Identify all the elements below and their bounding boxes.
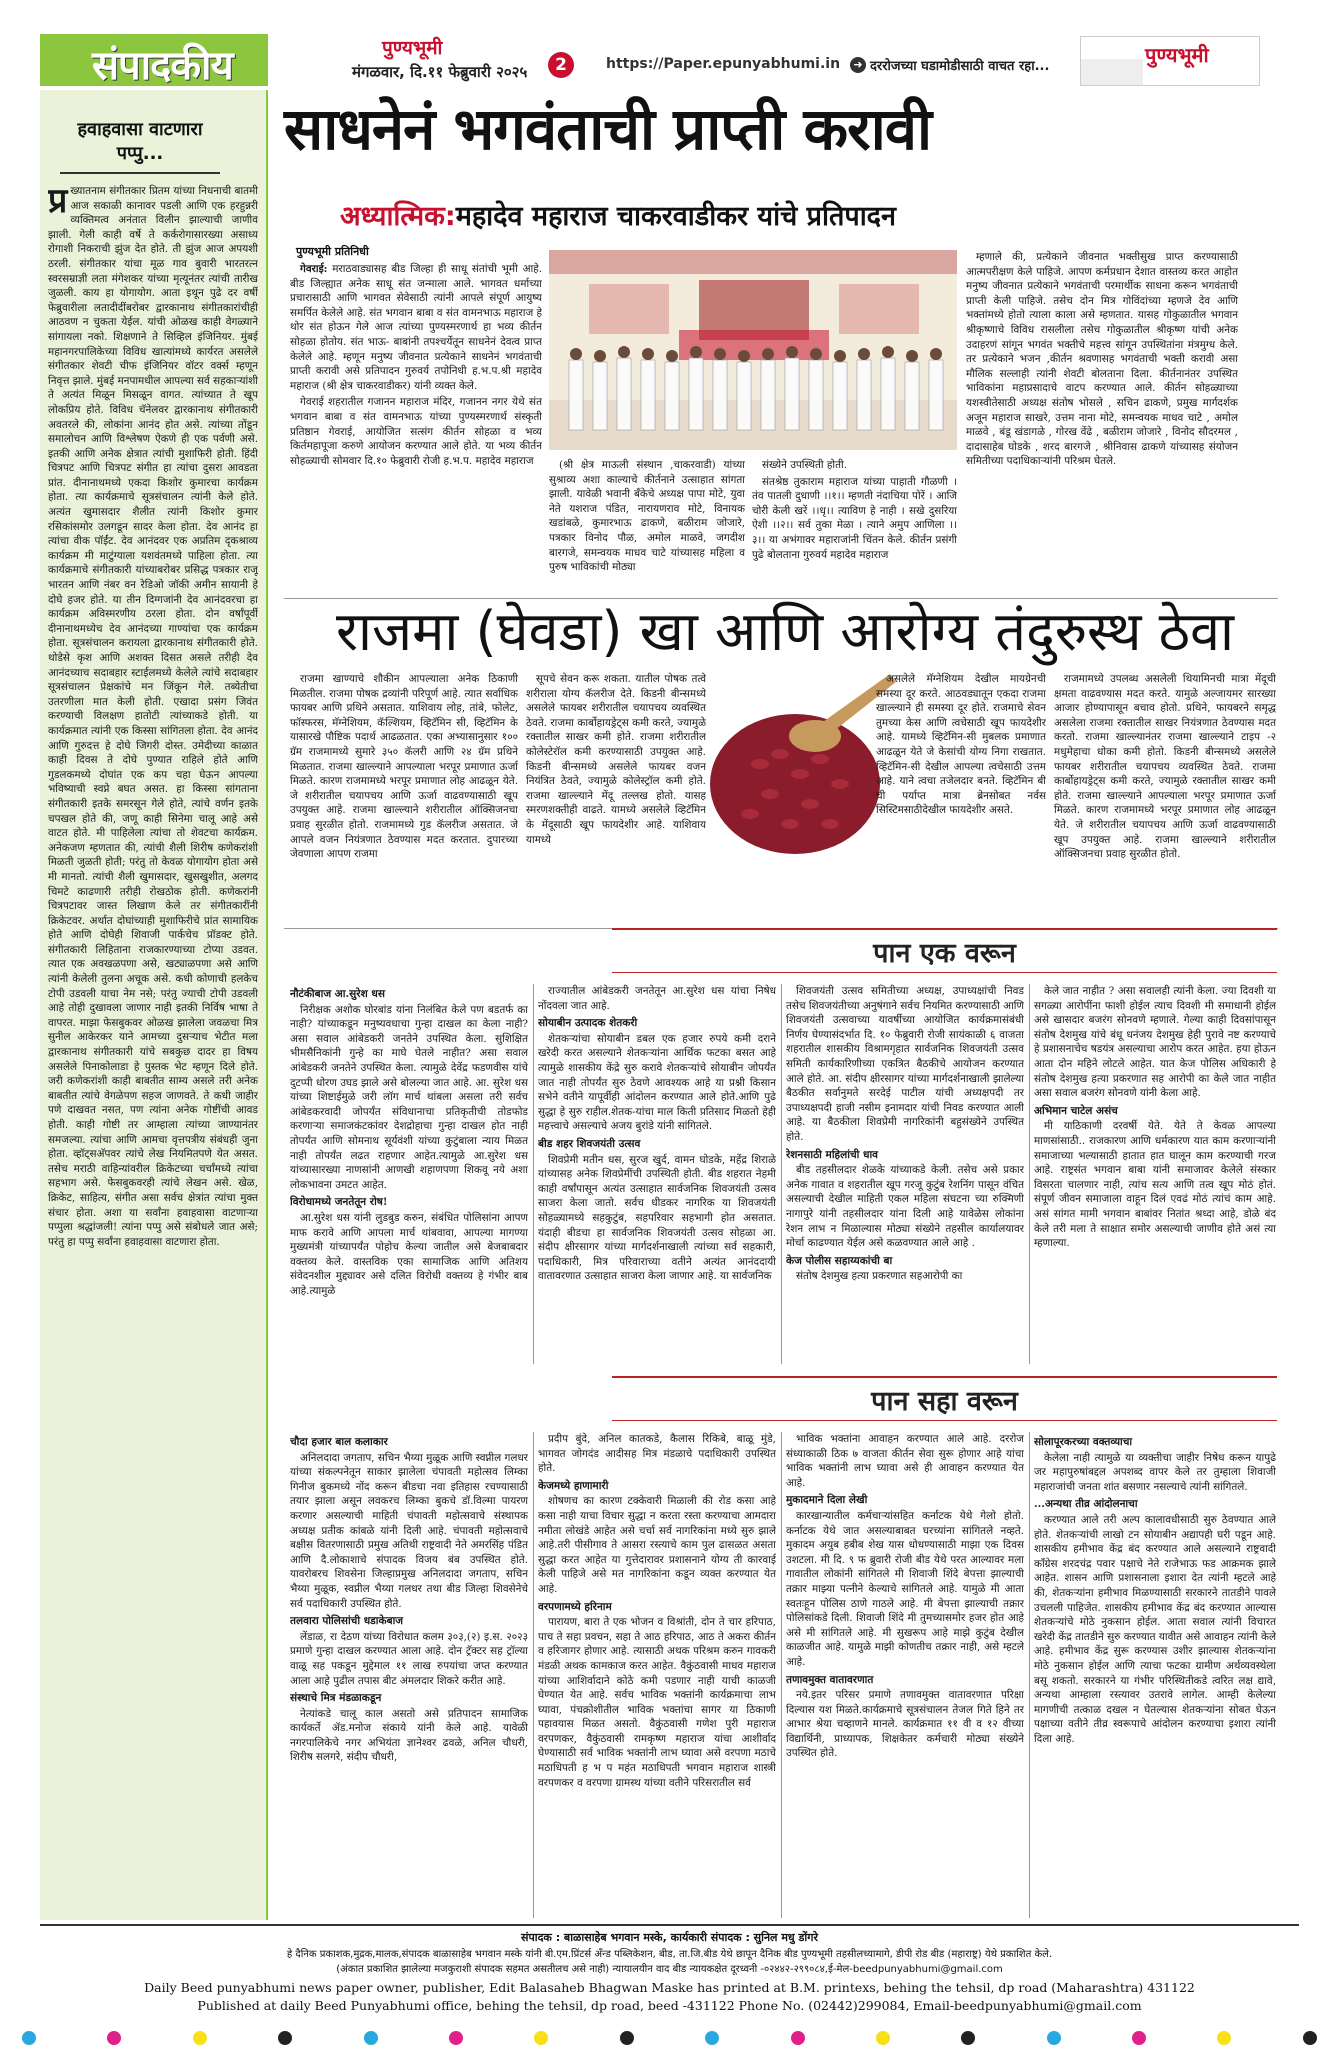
issue-date: मंगळवार, दि.११ फेब्रुवारी २०२५ xyxy=(352,63,528,81)
story1-col1 xyxy=(290,262,542,592)
pagesix-c1b-text: लेंडाळ, रा देठण यांच्या विरोधात कलम ३०३,(२) इ.स. २०२३ प्रमाणे गुन्हा दाखल करण्यात आला आहे. दोन ट्रॅक्टर सह ट्रॉल्या वाळू सह पकडून मुद्देमाल ११ लाख रुपयांचा जप्त करण्यात आला आहे पुढील तपास बीट अंमलदार शिकरे करीत आहे. xyxy=(290,1630,528,1687)
story1-caption-left xyxy=(549,458,745,593)
pageone-col4 xyxy=(1034,984,1276,1368)
story1-col-right xyxy=(966,250,1238,594)
pageone-c1-text: निरीक्षक अशोक घोरबांड यांना निलंबित केले पण बडतर्फ का नाही? यांच्याकडून मनुष्यवधाचा गुन्हा दाखल का केला नाही? असा सवाल आंबेडकरी जनतेने उपस्थित केला. सुशिक्षित भीमसैनिकांनी गुन्हे का माघे घेतले नाहीत? असा सवाल आंबेडकरी जनतेने उपस्थित केला. त्यामुळे देवेंद्र फडणवीस यांचे दुटप्पी धोरण उघड झाले असे बोलल्या जात आहे. आ. सुरेश धस यांच्या शिष्टाईमुळे जरी लॉग मार्च थांबला असला तरी सर्वच आंबेडकरवादी जोपर्यंत संविधानाचा प्रतिकृतीची तोडफोड करणाऱ्या समाजकंटकांवर देशद्रोहाचा गुन्हा दाखल होत नाही तोपर्यंत आणि सोमनाथ सूर्यवंशी यांच्या कुटुंबाला न्याय मिळत नाही तोपर्यंत लढत राहणार आहेत.त्यामुळे आ.सुरेश धस यांच्यासारख्या नाणसांनी आणखी शहाणपणा शिकवू नये अशा लोकभावना उमटत आहेत. xyxy=(290,1003,528,1191)
pageone-c3b-text: बीड तहसीलदार शेळके यांच्याकडे केली. तसेच असे प्रकार अनेक गावात व शहरातील खूप गरजू कुटुंब रेशनिंग पासून वंचित असल्याची देखील माहिती एकल महिला संघटना च्या रुक्मिणी नागापुरे यांनी तहसीलदार यांना दिली आहे यावेळेस लोकांना रेशन लाभ न मिळाल्यास मोठ्या संख्येने तहसील कार्यालयावर मोर्चा काढण्यात येईल असे कळवण्यात आले आहे . xyxy=(786,1164,1024,1250)
story2-col3 xyxy=(876,672,1046,922)
drop-cap: प्र xyxy=(48,184,68,221)
banner-page-six xyxy=(612,1376,1277,1421)
pagesix-c1-head3: संस्थाचे मित्र मंडळाकडून xyxy=(290,1692,382,1705)
pageone-c4b-text: मी याठिकाणी दरवर्षी येते. येते ते केवळ आपल्या माणसांसाठी.. राजकारण आणि धर्मकारण यात काम करणाऱ्यांनी समाजाच्या भल्यासाठी हातात हात घालून काम करण्याची गरज आहे. राष्ट्रसंत भगवान बाबा यांनी समाजावर केलेले संस्कार विसरता चालणार नाही, त्यांच सत्य आणि तत्व खूप मोठं होतं. संपूर्ण जीवन समाजाला वाहून दिलं एवढं मोठं त्यांचं काम आहे. असं सांगत मामी भगवान बाबांवर नितांत श्रध्दा आहे, डोळे बंद केले तरी मला ते साक्षात समोर असल्याची जाणीव होते असं त्या म्हणाल्या. xyxy=(1034,1120,1276,1250)
reg-mark-yellow-2 xyxy=(534,2031,548,2045)
pagesix-divider-1 xyxy=(533,1432,534,1918)
pageone-c2-text: राज्यातील आंबेडकरी जनतेतून आ.सुरेश धस यांचा निषेध नोंदवला जात आहे. xyxy=(538,985,776,1012)
kirtan-photo-illustration xyxy=(549,250,957,450)
footer-editor-line: संपादक : बाळासाहेब भगवान मस्के, कार्यकारी संपादक : सुनिल मधु डोंगरे xyxy=(521,1931,818,1944)
pageone-c3-text: शिवजयंती उत्सव समितीच्या अध्यक्ष, उपाध्यक्षांची निवड तसेच शिवजयंतीच्या अनुषंगाने सर्वच नियमित करण्यासाठी आणि शिवजयंती उत्सवाच्या यावर्षीच्या आयोजित कार्यक्रमासंबंधी निर्णय घेण्यासंदर्भात दि. १० फेब्रुवारी रोजी सायंकाळी ६ वाजता शहरातील शासकीय विश्रामगृहात सार्वजनिक शिवजयंती उत्सव समिती कार्यकारिणीच्या एकत्रित बैठकीचे आयोजन करण्यात आले होते. आ. संदीप क्षीरसागर यांच्या मार्गदर्शनाखाली झालेल्या बैठकीत सर्वानुमते सरदेई पाटील यांची अध्यक्षपदी तर उपाध्यक्षपदी हाजी नसीम इनामदार यांची निवड करण्यात आली आहे. या बैठकीला शिवप्रेमी नागरिकांनी बहुसंख्येने उपस्थित होते. xyxy=(786,985,1024,1143)
sidebar-body: ख्यातनाम संगीतकार प्रितम यांच्या निधनाची बातमी आज सकाळी कानावर पडली आणि एक हरहुन्नरी व्यक्तिमत्व अनंतात विलीन झाल्याची जाणीव झाली. गेली काही वर्षे ते कर्करोगासारख्या असाध्य रोगाशी निकराची झुंज देत होते. ती झुंज आज अपयशी ठरली. संगीतकार यांचा मूळ गाव बुवारी भारतरत्न स्वरसम्राज्ञी लता मंगेशकर यांच्या मृत्यूनंतर त्यांची तारीख जुळली. काय हा योगायोग. आता इथून पुढे दर वर्षी फेब्रुवारीला लतादीदींबरोबर द्वारकानाथ संगीतकारांचीही आठवण न चुकता येईल. यांची ओळख काही वेगळ्याने सांगायला नको. शिक्षणाने ते सिव्हिल इंजिनियर. मुंबई महानगरपालिकेच्या विविध खात्यांमध्ये कार्यरत असलेले संगीतकार शेवटी चीफ इंजिनियर वॉटर वर्क्स म्हणून निवृत्त झाले. मुंबई मनपामधील आपल्या सर्व सहकार्‍यांशी ते अत्यंत मिळून मिसळून वागत. त्यांच्यात ते खूप लोकप्रिय होते. विविध चॅनेलवर द्वारकानाथ संगीतकारी अवतरले की, लोकांना आनंद होत असे. त्यांच्या तोंडून समालोचन आणि विश्लेषण ऐकणे ही एक पर्वणी असे. इतकी आणि अनेक क्षेत्रात त्यांची मुशाफिरी होती. हिंदी चित्रपट आणि चित्रपट संगीत हा त्यांचा दुसरा आवडता प्रांत. दीनानाथमध्ये एकदा किशोर कुमारचा कार्यक्रम होता. त्या कार्यक्रमाचे सूत्रसंचालन त्यांनी केले होते. अत्यंत खुमासदार शैलीत त्यांनी किशोर कुमार रसिकांसमोर उलगडून सादर केला होता. देव आनंद हा त्यांचा वीक पॉईंट. देव आनंदवर एक अप्रतिम दृकश्राव्य कार्यक्रम मी माटुंग्याला यशवंतमध्ये पाहिला होता. त्या कार्यक्रमाचे संगीतकारी यांच्याबरोबर प्रसिद्ध पत्रकार राजू भारतन आणि नंबर वन रेडिओ जॉकी अमीन सायानी हे दोघे हजर होते. या तीन दिग्गजांनी देव आनंदवरचा हा कार्यक्रम अविस्मरणीय ठरला होता. दोन वर्षांपूर्वी दीनानाथमध्येच देव आनंदच्या गाण्यांचा एक कार्यक्रम होता. सूत्रसंचालन करायला द्वारकानाथ संगीतकारी होते. थोडेसे कृश आणि अशक्त दिसत असले तरीही देव आनंदच्याच सदाबहार स्टाईलमध्ये केलेले त्यांचे सदाबहार सूत्रसंचालन प्रेक्षकांचे मन जिंकून गेले. तब्येतीचा उतरणीला मात केली होती. एखादा प्रसंग जिवंत करण्याची विलक्षण हातोटी त्यांच्याकडे होती. या कार्यक्रमात त्यांनी एक किस्सा सांगितला होता. देव आनंद आणि गुरुदत्त हे दोघे जिगरी दोस्त. उमेदीच्या काळात काही दिवस ते दोघे पुण्यात राहिले होते आणि गुडलकमध्ये दोघांत एक कप चहा घेऊन आपल्या भविष्याची स्वप्ने बघत असत. हा किस्सा सांगताना संगीतकारी इतके समरसून गेले होते, त्यांचे वर्णन इतके चपखल होते की, जणू काही सिनेमा चालू आहे असे वाटत होते. मी पाहिलेला त्यांचा तो शेवटचा कार्यक्रम. अनेकजण म्हणतात की, त्यांची शैली शिरीष कणेकरांशी मिळती जुळती होती; परंतु तो केवळ योगायोग होता असे मी मानतो. त्यांची शैली खुमासदार, खुसखुशीत, अलगद चिमटे काढणारी तरीही रोखठोक होती. कणेकरांनी चित्रपटावर जास्त लिखाण केले तर संगीतकारींनी क्रिकेटवर. अर्थात दोघांच्याही मुशाफिरीचे प्रांत सामायिक होते आणि दोघेही शिवाजी पार्कचेच प्रॉडक्ट होते. संगीतकारी लिहिताना राजकारण्याच्या टोप्या उडवत. त्यात एक अवखळपणा असे, खट्याळपणा असे आणि त्यांनी केलेली तुलना अचूक असे. कधी कोणाची हलकेच टोपी उडवली याचा नेम नसे; परंतु ज्याची टोपी उडवली आहे तोही दुखावला जाणार नाही इतकी निर्विष भाषा ते वापरत. माझा फेसबुकवर ओळख झालेला जवळचा मित्र सुनील आकेरकर याने आमच्या दुसर्‍याच भेटीत मला द्वारकानाथ संगीतकारी यांचे सबकुछ दादर हा विषय असलेले पिनाकोलाडा हे पुस्तक भेट म्हणून दिले होते. जरी कणेकरांशी काही बाबतीत साम्य असले तरी अनेक बाबतीत त्यांचे वेगळेपण सहज जाणवते. ते कधी जाहीर पणे दाखवत नसत, पण त्यांना अनेक गोष्टींची आवड होती. काही गोष्टी तर आम्हाला त्यांच्या जाण्यानंतर समजल्या. त्यांचा आणि आमचा वृत्तपत्रीय संबंधही जुना होता. व्हॉट्सअ‍ॅपवर त्यांचे लेख नियमितपणे येत असत. तसेच मराठी वाहिन्यांवरील क्रिकेटच्या चर्चांमध्ये त्यांचा सहभाग असे. फेसबुकवरही त्यांचे लेखन असे. खेळ, क्रिकेट, साहित्य, संगीत असा सर्वच क्षेत्रांत त्यांचा मुक्त संचार होता. अशा या सर्वांना हवाहवासा वाटणाऱ्या पप्पुला श्रद्धांजली! त्यांना पप्पु असे संबोधले जात असे; परंतु हा पप्पु सर्वांना हवाहवासा वाटणारा होता. xyxy=(48,185,258,1248)
arrow-icon: ➜ xyxy=(850,57,866,73)
story2-col2 xyxy=(526,672,706,922)
pageone-c4-text: केले जात नाहीत ? असा सवालही त्यांनी केला. ज्या दिवशी या सगळ्या आरोपींना फाशी होईल त्याच दिवशी मी समाधानी होईल असे खासदार बजरंग सोनवणे म्हणाले. गेल्या काही दिवसांपासून संतोष देशमुख यांचे बंधू धनंजय देशमुख हेही पुरावे नष्ट करण्याचे हे प्रशासनाचेच षडयंत्र असल्याचा आरोप करत आहेत. हया होऊन आता दोन महिने लोटले आहेत. यात केज पोलिस अधिकारी हे संतोष देशमुख हत्या प्रकरणात सह आरोपी का केले जात नाहीत असा सवाल बजरंग सोनवणे यांनी केला आहे. xyxy=(1034,985,1276,1100)
story1-subheadline-row xyxy=(340,196,1280,236)
footer-imprint-2: (अंकात प्रकाशित झालेल्या मजकुराशी संपादक सहमत असतीलच असे नाही) न्यायालयीन वाद बीड न्यायकक्षेत दूरध्वनी -०२४४२-२९९०८४,ई-मेल-beedpunyabhumi@gmail.com xyxy=(336,1964,1003,1975)
section-title: संपादकीय xyxy=(92,43,233,89)
story2-headline: राजमा (घेवडा) खा आणि आरोग्य तंदुरुस्थ ठेवा xyxy=(335,600,1235,663)
logo-box xyxy=(1080,36,1260,86)
story1-caption-mid xyxy=(752,458,957,593)
pagesix-c4b-text: करण्यात आले तरी अल्प कालावधीसाठी सुरु ठेवण्यात आले होते. शेतकऱ्यांची लाखो टन सोयाबीन अद्यापही घरी पडून आहे. शासकीय हमीभाव केंद्र बंद करण्यात आले असल्याने राष्ट्रवादी काँग्रेस शरदचंद्र पवार पक्षाचे नेते राजेभाऊ फड आक्रमक झाले आहेत. शासन आणि प्रशासनाला इशारा देत त्यांनी म्हटले आहे की, शेतकऱ्यांना हमीभाव मिळण्यासाठी सरकारने तातडीने पावले उचलली पाहिजेत. शासकीय हमीभाव केंद्र बंद करण्यात आल्यास शेतकऱ्यांचे मोठे नुकसान होईल. आता सवाल त्यांनी विचारत खरेदी केंद्र तातडीने सुरु करण्यात यावीत असे आवाहन त्यांनी केले आहे. हमीभाव केंद्र सुरू करण्यास उशीर झाल्यास शेतकऱ्यांना मोठे नुकसान होईल आणि त्याचा फटका ग्रामीण अर्थव्यवस्थेला बसू शकतो. सरकारने या गंभीर परिस्थितीकडे त्वरित लक्ष द्यावे, अन्यथा आम्हाला रस्त्यावर उतरावे लागेल. आम्ही केलेल्या मागणीची तत्काळ दखल न घेतल्यास शेतकऱ्यांना सोबत घेऊन पक्षाच्या वतीने तीव्र स्वरूपाचे आंदोलन करण्याचा इशारा त्यांनी दिला आहे. xyxy=(1034,1513,1276,1745)
page-number: 2 xyxy=(548,52,574,78)
registration-marks xyxy=(0,2029,1339,2047)
sidebar-title: हवाहवासा वाटणारा पप्पु... xyxy=(77,119,203,164)
story2-col1-text: राजमा खाण्याचे शौकीन आपल्याला अनेक ठिकाणी मिळतील. राजमा पोषक द्रव्यांनी परिपूर्ण आहे. त्यात सर्वाधिक फायबर आणि प्रथिने असतात. याशिवाय लोह, तांबे, फोलेट, फॉस्फरस, मॅग्नेशियम, कॅल्शियम, व्हिटॅमिन सी, व्हिटॅमिन के यासारखे पौष्टिक पदार्थ आढळतात. एका अभ्यासानुसार १०० ग्रॅम राजमामध्ये सुमारे ३५० कॅलरी आणि २४ ग्रॅम प्रथिने मिळतात. राजमा खाल्ल्याने आपल्याला भरपूर प्रमाणात ऊर्जा मिळते. कारण राजमामध्ये भरपूर प्रमाणात लोह आढळून येते. जे शरीरातील चयापचय आणि ऊर्जा वाढवण्यासाठी खूप उपयुक्त आहे. राजमा खाल्ल्याने शरीरातील ऑक्सिजनचा प्रवाह सुरळीत होतो. राजमामध्ये गुड कॅलरीज असतात. जे आपले वजन नियंत्रणात ठेवण्यास मदत करतात. दुपारच्या जेवणाला आपण राजमा xyxy=(290,673,518,861)
pagesix-c3b-text: कारखान्यातील कर्मचाऱ्यांसहित कर्नाटक येथे गेलो होतो. कर्नाटक येथे जात असल्याबाबत घरच्यांना सांगितले नव्हते. मुकादम अयुब हबीब शेख यास धोधण्यासाठी माझा एक दिवस उशटला. मी दि. ९ फ ब्रुवारी रोजी बीड येथे परत आल्यावर मला गावातील लोकांनी सांगितले मी शिवाजी शिंदे बेपत्ता झाल्याची तक्रार माझ्या पत्नीने केल्याचे सांगितले आहे. यामुळे मी आता स्वतःहून पोलिस ठाणे गाठले आहे. मी बेपत्ता झाल्याची तक्रार पोलिसांकडे दिली. शिवाजी शिंदे मी तुमच्यासमोर हजर होत आहे असे मी सांगितले आहे. मी सुखरूप आहे माझे कुटुंब देखील काळजीत आहे. यामुळे माझी कोणतीच तक्रार नाही, असे म्हटले आहे. xyxy=(786,1509,1024,1668)
logo-mini-paper xyxy=(1081,59,1143,85)
pageone-c2c-text: शिवप्रेमी मतीन धस, सुरज खुर्द, वामन घोडके, महेंद्र शिराळे यांच्यासह अनेक शिवप्रेमींची उपस्थिती होती. बीड शहरात नेहमी काही वर्षांपासून अत्यंत उत्साहात सार्वजनिक शिवजयंती उत्सव साजरा केला जातो. सर्वच धीडकर नागरिक या शिवजयंती सोहळ्यामध्ये सहकुटुंब, सहपरिवार सहभागी होत असतात. यंदाही बीडचा हा सार्वजनिक शिवजयंती उत्सव सोहळा आ. संदीप क्षीरसागर यांच्या मार्गदर्शनाखाली त्यांच्या सर्व सहकारी, पदाधिकारी, मित्र परिवाराच्या वतीने अत्यंत आनंददायी वातावरणात उत्साहात साजरा केला जाणार आहे. या सार्वजनिक xyxy=(538,1153,776,1283)
pageone-c3-head: रेशनसाठी महिलांची धाव xyxy=(786,1148,879,1161)
pagesix-col2 xyxy=(538,1432,776,1920)
story2-col4-text: राजमामध्ये उपलब्ध असलेली थियामिनची मात्रा मेंदूची क्षमता वाढवण्यास मदत करते. यामुळे अल्जायमर सारख्या आजार होण्यापासून बचाव होतो. प्रथिने, फायबरने समृद्ध असलेला राजमा रक्तातील साखर नियंत्रणात ठेवण्यास मदत करतो. राजमा खाल्ल्यानंतर राजमा खाल्ल्याने टाइप -२ मधुमेहाचा धोका कमी होतो. किडनी बीन्समध्ये असलेले फायबर शरीरातील चयापचय व्यवस्थित ठेवते. राजमा कार्बोहायड्रेट्स कमी करते, ज्यामुळे रक्तातील साखर कमी होते. राजमा खाल्ल्याने आपल्याला भरपूर प्रमाणात ऊर्जा मिळते. कारण राजमामध्ये भरपूर प्रमाणात लोह आढळून येते. जे शरीरातील चयापचय आणि ऊर्जा वाढवण्यासाठी खूप उपयुक्त आहे. राजमा खाल्ल्याने शरीरातील ऑक्सिजनचा प्रवाह सुरळीत होतो. xyxy=(1054,673,1276,861)
pagesix-c3-head2: तणावमुक्त वातावरणात xyxy=(786,1673,874,1686)
pagesix-c4-text: केलेला नाही त्यामुळे या व्यक्तीचा जाहीर निषेध करून यापुढे जर महापुरुषांबद्दल अपशब्द वापर केले तर तुम्हाला शिवाजी महाराजांची जनता शांत बसणार नसल्याचे त्यांनी सांगितले. xyxy=(1034,1451,1276,1493)
reg-mark-yellow-3 xyxy=(876,2031,890,2045)
rajma-beans-illustration xyxy=(700,664,900,874)
reg-mark-black xyxy=(278,2031,292,2045)
pageone-c3-head2: केज पोलीस सहाय्यकांची बा xyxy=(786,1254,893,1267)
pageone-col1 xyxy=(290,984,528,1368)
footer-english-2: Published at daily Beed Punyabhumi office, behing the tehsil, dp road, beed -431122 Phone No. (02442)299084, Email-beedpunyabhumi@gmail.com xyxy=(197,1998,1142,2013)
pagesix-c3-text: भाविक भक्तांना आवाहन करण्यात आले आहे. दररोज संध्याकाळी ठिक ७ वाजता कीर्तन सेवा सुरू होणार आहे यांचा भाविक भक्तांनी लाभ घ्यावा असे ही आवाहन करण्यात येत आहे. xyxy=(786,1433,1024,1489)
reg-mark-black-2 xyxy=(620,2031,634,2045)
pagesix-c2-head: केजमध्ये हाणामारी xyxy=(538,1479,609,1492)
pagesix-c4-head: सोलापूरकरच्या वक्तव्याचा xyxy=(1034,1436,1133,1448)
pagesix-c1c-text: नेत्यांकडे चालू काल असतो असे प्रतिपादन सामाजिक कार्यकर्ते ॲड.मनोज संकाये यांनी केले आहे. यावेळी नगरपालिकेचे नगर अभियंता ज्ञानेश्वर ढवळे, अनिल चौधरी, शिरीष सलगरे, संदीप चौधरी, xyxy=(290,1707,528,1764)
pagesix-c1-text: अनिलदादा जगताप, सचिन भैय्या मुळूक आणि स्वप्नील गलधर यांच्या संकल्पनेतून साकार झालेला चंपावती महोत्सव लिम्का गिनीज बुकमध्ये नोंद करून बीडचा नवा इतिहास रचण्यासाठी तयार झाला असून लवकरच लिम्का बुकचे डॉ.विल्मा पायरण करणार असल्याची माहिती चंपावती महोत्सवाचे संस्थापक अध्यक्ष प्रतीक कांबळे यांनी दिली आहे. चंपावती महोत्सवाचे बक्षीस वितरणासाठी प्रमुख अतिथी राष्ट्रवादी नेते अमरसिंह पंडित आणि दै.लोकाशाचे संपादक विजय बंब उपस्थित होते. यावरोबरच शिवसेना जिल्हाप्रमुख अनिलदादा जगताप, सचिन भैय्या मुळूक, स्वप्नील भैय्या गलधर तथा बीड जिल्हा शिवसेनेचे सर्व पदाधिकारी उपस्थित होते. xyxy=(290,1451,528,1610)
story1-caption-mid2-text: संतश्रेष्ठ तुकाराम महाराज यांच्या पाहाती गौळणी । तंव पातली दुधाणी ।।१।। म्हणती नंदाचिया पोरें । आजि चोरी केली खरें ।।धृ।। त्याविण हे नाही । सखे दुसरिया ऐशी ।।२।। सर्व तुका मेळा । त्याने अमुप आणिला ।।३।। या अभंगावर महाराजांनी चिंतन केले. कीर्तन प्रसंगी पुढे बोलताना गुरुवर्य महादेव महाराज xyxy=(752,475,957,561)
rajma-beans-image xyxy=(700,664,900,874)
pagesix-col3 xyxy=(786,1432,1024,1920)
pageone-c1-head2: विरोधामध्ये जनतेतून रोष! xyxy=(290,1196,388,1209)
pageone-c2-head: सोयाबीन उत्पादक शेतकरी xyxy=(538,1017,638,1030)
reg-mark-magenta-2 xyxy=(449,2031,463,2045)
sidebar-article xyxy=(48,184,258,1914)
story1-kicker: अध्यात्मिक: xyxy=(340,201,456,232)
footer-imprint-1: हे दैनिक प्रकाशक,मुद्रक,मालक,संपादक बाळासाहेब भगवान मस्के यांनी बी.एम.प्रिंटर्स अँन्ड पब्लिकेशन, बीड, ता.जि.बीड येथे छापून दैनिक बीड पुण्यभूमी तहसीलच्यामागे, डीपी रोड बीड (महाराष्ट्र) येथे प्रकाशित केले. xyxy=(286,1949,1053,1960)
pageone-c3c-text: संतोष देशमुख हत्या प्रकरणात सहआरोपी का xyxy=(796,1270,963,1283)
story1-caption-mid-text: संख्येने उपस्थिती होती. xyxy=(762,459,848,471)
pageone-c4-head: अभिमान चाटेल असंच xyxy=(1034,1104,1118,1117)
masthead xyxy=(0,30,1339,90)
site-url[interactable]: https://Paper.epunyabhumi.in xyxy=(606,56,841,72)
footer-english-1: Daily Beed punyabhumi news paper owner, publisher, Edit Balasaheb Bhagwan Maske has printed at B.M. printexs, behing the tehsil, dp road (Maharashtra) 431122 xyxy=(144,1980,1195,1995)
reg-mark-yellow xyxy=(193,2031,207,2045)
pageone-divider-3 xyxy=(1029,984,1030,1364)
pageone-col3 xyxy=(786,984,1024,1368)
pageone-col2 xyxy=(538,984,776,1368)
story2-col4 xyxy=(1054,672,1276,922)
story1-headline: साधनेनं भगवंताची प्राप्ती करावी xyxy=(284,95,931,163)
banner-page-six-label: पान सहा वरून xyxy=(853,1381,1036,1418)
kirtan-photo xyxy=(549,250,957,450)
pagesix-c3-head: मुकादमाने दिला लेखी xyxy=(786,1494,868,1507)
footer xyxy=(40,1924,1299,2026)
pagesix-c1-head: चौदा हजार बाल कलाकार xyxy=(290,1436,388,1448)
pagesix-c2-head2: वरपणामध्ये हरिनाम xyxy=(538,1600,612,1613)
pagesix-c2b-text: शोषणच का कारण टक्केवारी मिळाली की रोड कसा आहे कसा नाही याचा विचार सुद्धा न करता रस्ता करण्याचा आमदारा नमीता लोखंडे आहेत असे चर्चा सर्व नागरिकांना मध्ये सुरु झाले आहे.तरी पीसीगाव ते आसरा रस्त्याचे काम पुल ढासळत असता सुद्धा करत आहेत या गुत्तेदारावर प्रशासनाने योग्य ती कारवाई केली पाहिजे असे मत नागरिकांना कडून व्यक्त करण्यात येत आहे. xyxy=(538,1495,776,1595)
tagline: दररोजच्या घडामोडीसाठी वाचत रहा... xyxy=(870,59,1050,74)
pagesix-c2c-text: पारायण, बारा ते एक भोजन व विश्रांती, दोन ते चार हरिपाठ, पाच ते सहा प्रवचन, सहा ते आठ हरिपाठ, आठ ते अकरा कीर्तन व हरिजागर होणार आहे. त्यासाठी अथक परिश्रम करुन गावकरी मंडळी अथक कामकाज करत आहेत. वैकुंठवासी माधव महाराज यांच्या आशिर्वादाने कोठे कमी पडणार नाही याची काळजी घेण्यात येत आहे. सर्वच भाविक भक्तांनी कार्यक्रमाचा लाभ घ्यावा, पंचक्रोशीतील भाविक भक्तांचा सागर या ठिकाणी पहावयास मिळत असतो. वैकुंठवासी गणेश पुरी महाराज वरपणकर, वैकुंठवासी रामकृष्ण महाराज यांचा आशीर्वाद घेण्यासाठी सर्व भाविक भक्तांनी लाभ घ्यावा असे वरपणा मठाचे मठाधिपती ह भ प महंत मठाधिपती भगवान महाराज शास्त्री वरपणकर व वरपणा ग्रामस्थ यांच्या वतीने परिसरातील सर्व xyxy=(538,1616,776,1789)
sidebar-column xyxy=(40,90,268,1920)
story1-col1-text: मराठवाड्यासह बीड जिल्हा ही साधू संतांची भूमी आहे. बीड जिल्ह्यात अनेक साधू संत जन्माला आले. भागवत धर्माच्या प्रचारासाठी आणि भागवत सेवेसाठी त्यांनी आपले संपूर्ण आयुष्य समर्पित केलेले आहे. संत भगवान बाबा व संत वामनभाऊ महाराज हे थोर संत होऊन गेले आज त्यांच्या पुण्यस्मरणार्थ हा भव्य कीर्तन सोहळा होतोय. संत भाऊ- बाबांनी तपश्चर्येतून साधनेनं देवत्व प्राप्त केलेले आहे. म्हणून मनुष्य जीवनात प्रत्येकाने साधनेनं भगवंताची प्राप्ती करावी असे प्रतिपादन गुरुवर्य तपोनिधी ह.भ.प.श्री महादेव महाराज (श्री क्षेत्र चाकरवाडीकर) यांनी व्यक्त केले. xyxy=(290,263,542,392)
sidebar-title-rule xyxy=(60,172,220,174)
pagesix-c2-text: प्रदीप बुंदे, अनिल कातकडे, कैलास रिकिबे, बाळू मुंडे, भागवत जोगदंड आदीसह मित्र मंडळाचे पदाधिकारी उपस्थित होते. xyxy=(538,1433,776,1475)
reg-mark-black-3 xyxy=(961,2031,975,2045)
reg-mark-magenta-4 xyxy=(1132,2031,1146,2045)
story2-col3-text: असलेले मॅग्नेशियम देखील मायग्रेनची समस्या दूर करते. आठवड्यातून एकदा राजमा खाल्ल्याने ही समस्या दूर होते. राजमाचे सेवन तुमच्या केस आणि त्वचेसाठी खूप फायदेशीर आहे. यामध्ये व्हिटॅमिन-सी मुबलक प्रमाणात आढळून येते जे केसांची योग्य निगा राखतात. व्हिटॅमिन-सी देखील आपल्या त्वचेसाठी उत्तम आहे. याने त्वचा तजेलदार बनते. व्हिटॅमिन बी ची पर्याप्त मात्रा ब्रेनसोबत नर्वस सिस्टिमसाठीदेखील फायदेशीर असते. xyxy=(876,673,1046,817)
banner-page-one-label: पान एक वरून xyxy=(855,933,1034,970)
reg-mark-magenta-3 xyxy=(791,2031,805,2045)
pagesix-divider-3 xyxy=(1029,1432,1030,1918)
pageone-divider-1 xyxy=(533,984,534,1364)
reg-mark-cyan-4 xyxy=(1047,2031,1061,2045)
pageone-c1-head: नौटंकीबाज आ.सुरेश धस xyxy=(290,988,385,1000)
pagesix-col4 xyxy=(1034,1432,1276,1920)
story1-dateline: गेवराई: xyxy=(300,263,328,275)
story2-col1 xyxy=(290,672,518,972)
story1-col1b-text: गेवराई शहरातील गजानन महाराज मंदिर, गजानन नगर येथे संत भगवान बाबा व संत वामनभाऊ यांच्या पुण्यस्मरणार्थ संस्कृती प्रतिष्ठान गेवराई, आयोजित सत्संग कीर्तन सोहळा व भव्य किर्तमहापूजा करुणे आयोजन करण्यात आले होते. या भव्य कीर्तन सोहळ्याची सोमवार दि.१० फेब्रुवारी रोजी ह.भ.प. महादेव महाराज xyxy=(290,396,542,467)
logo-text: पुण्यभूमी xyxy=(1145,43,1209,67)
story1-byline: पुण्यभूमी प्रतिनिधी xyxy=(296,245,369,258)
reg-mark-yellow-4 xyxy=(1217,2031,1231,2045)
pagesix-c3c-text: नये.इतर परिसर प्रमाणे तणावमुक्त वातावरणात परिक्षा दिल्यास यश मिळते.कार्यक्रमाचे सूत्रसंचालन तेजल गिते हिने तर आभार श्रेया चव्हाणने मानले. कार्यक्रमात ११ वी व १२ वीच्या विद्यार्थिनी, प्राध्यापक, शिक्षकेतर कर्मचारी मोठ्या संख्येने उपस्थित होते. xyxy=(786,1689,1024,1760)
reg-mark-cyan-2 xyxy=(364,2031,378,2045)
story1-col-right-text: म्हणाले की, प्रत्येकाने जीवनात भक्तीसुख प्राप्त करण्यासाठी आत्मपरीक्षण केले पाहिजे. आपण कर्मप्रधान देशात वास्तव्य करत आहोत मनुष्य जीवनात प्रत्येकाने भगवंताची परमार्थीक साधना करून भगवंताची प्राप्ती केली पाहिजे. तसेच दोन मित्र गोविंदांच्या म्हणजे देव आणि भक्तांमध्ये होतो त्याला काला असे म्हणतात. यासह गोकुळातील भगवान श्रीकृष्णाचे विविध रासलीला तसेच गोकुळातील श्रीकृष्ण यांची अनेक उदाहरणं सांगून भगवंत भक्तीचे महत्त्व सांगून उपस्थितांना मंत्रमुग्ध केले. तर प्रत्येकाने भजन ,कीर्तन श्रवणासह भगवंताची भक्ती करावी असा मौलिक सल्लाही त्यांनी शेवटी बोलताना दिला. कीर्तनानंतर उपस्थित भाविकांना महाप्रसादाचे वाटप करण्यात आले. कीर्तन सोहळ्याच्या यशस्वीतेसाठी अध्यक्ष संतोष भोसले , सचिन ढाकणे, प्रमुख मार्गदर्शक अजून महाराज साखरे, उत्तम नाना मोटे, समन्वयक माधव चाटे , अमोल माळवे , बंडू खंडागळे , गोरख वेंढे , बळीराम जोजारे , विनोद सौदरमल , दादासाहेब घोडके , शरद बारगजे , श्रीनिवास ढाकणे यांच्यासह संयोजन समितीच्या पदाधिकार्‍यांनी परिश्रम घेतले. xyxy=(966,251,1238,468)
story1-caption-left-text: (श्री क्षेत्र माऊली संस्थान ,चाकरवाडी) यांच्या सुश्राव्य अशा काल्याचे कीर्तनाने उत्साहात सांगता झाली. यावेळी भवानी बँकेचे अध्यक्ष पापा मोटे, युवा नेते यशराज पंडित, नारायणराव मोटे, विनायक खडांबळे, कुमारभाऊ ढाकणे, बळीराम जोजारे, पत्रकार विनोद पौळ, अमोल माळवे, जगदीश बारगजे, समन्वयक माधव चाटे यांच्यासह महिला व पुरुष भाविकांची मोठ्या xyxy=(549,459,745,574)
pagesix-divider-2 xyxy=(781,1432,782,1918)
story1-subheadline: महादेव महाराज चाकरवाडीकर यांचे प्रतिपादन xyxy=(455,201,897,232)
reg-mark-cyan-3 xyxy=(705,2031,719,2045)
reg-mark-magenta xyxy=(107,2031,121,2045)
story2-col2-text: सूपचे सेवन करू शकता. यातील पोषक तत्वे शरीराला योग्य कॅलरीज देते. किडनी बीन्समध्ये असलेले फायबर शरीरातील चयापचय व्यवस्थित ठेवते. राजमा कार्बोहायड्रेट्स कमी करते, ज्यामुळे रक्तातील साखर कमी होते. राजमा शरीरातील कोलेस्टेरॉल कमी करण्यासाठी उपयुक्त आहे. किडनी बीन्समध्ये असलेले फायबर वजन नियंत्रित ठेवते, ज्यामुळे कोलेस्ट्रॉल कमी होते. राजमा खाल्ल्याने मेंदू तल्लख होतो. यासह स्मरणशक्तीही वाढते. यामध्ये असलेले व्हिटॅमिन के मेंदूसाठी खूप फायदेशीर आहे. याशिवाय यामध्ये xyxy=(526,673,706,846)
pageone-divider-2 xyxy=(781,984,782,1364)
reg-mark-black-4 xyxy=(1303,2031,1317,2045)
banner-page-one xyxy=(612,928,1277,973)
pagesix-c1-head2: तलवारा पोलिसांची धडाकेबाज xyxy=(290,1615,404,1628)
reg-mark-cyan xyxy=(22,2031,36,2045)
pagesix-c4-head2: ...अन्यथा तीव्र आंदोलनाचा xyxy=(1034,1498,1138,1511)
paper-name: पुण्यभूमी xyxy=(382,37,443,59)
pageone-c1b-text: आ.सुरेश धस यांनी लुडबुड करुन, संबंधित पोलिसांना आपण माफ करावे आणि आपला मार्च थांबवावा, आपल्या मागण्या मुख्यमंत्री यांच्यापर्यंत पोहोच केल्या जातील असे बेजबाबदार वक्तव्य केले. वास्तविक एका सामाजिक आणि अतिशय संवेदनशील मुद्द्यावर असे दलित विरोधी वक्तव्य हे गंभीर बाब आहे.त्यामुळे xyxy=(290,1211,528,1297)
pagesix-col1 xyxy=(290,1432,528,1920)
pageone-c2-head2: बीड शहर शिवजयंती उत्सव xyxy=(538,1137,641,1150)
pageone-c2b-text: शेतकऱ्यांचा सोयाबीन डबल एक हजार रुपये कमी दराने खरेदी करत असल्याने शेतकऱ्यांना आर्थिक फटका बसत आहे त्यामुळे शासकीय केंद्रे सुरु करावे शेतकऱ्यांचे सोयाबीन जोपर्यंत जात नाही तोपर्यंत सुरु ठेवणे आवश्यक आहे या प्रश्नी किसान सभेने वतीने यापूर्वीही आंदोलन करण्यात आले होते.आणि पुढे सुद्धा हे सुरु राहील.शेतक-यांचा माल किती प्रतिसाद मिळतो हेही महत्त्वाचे असल्याचे अजय बुरांडे यांनी सांगितले. xyxy=(538,1032,776,1133)
